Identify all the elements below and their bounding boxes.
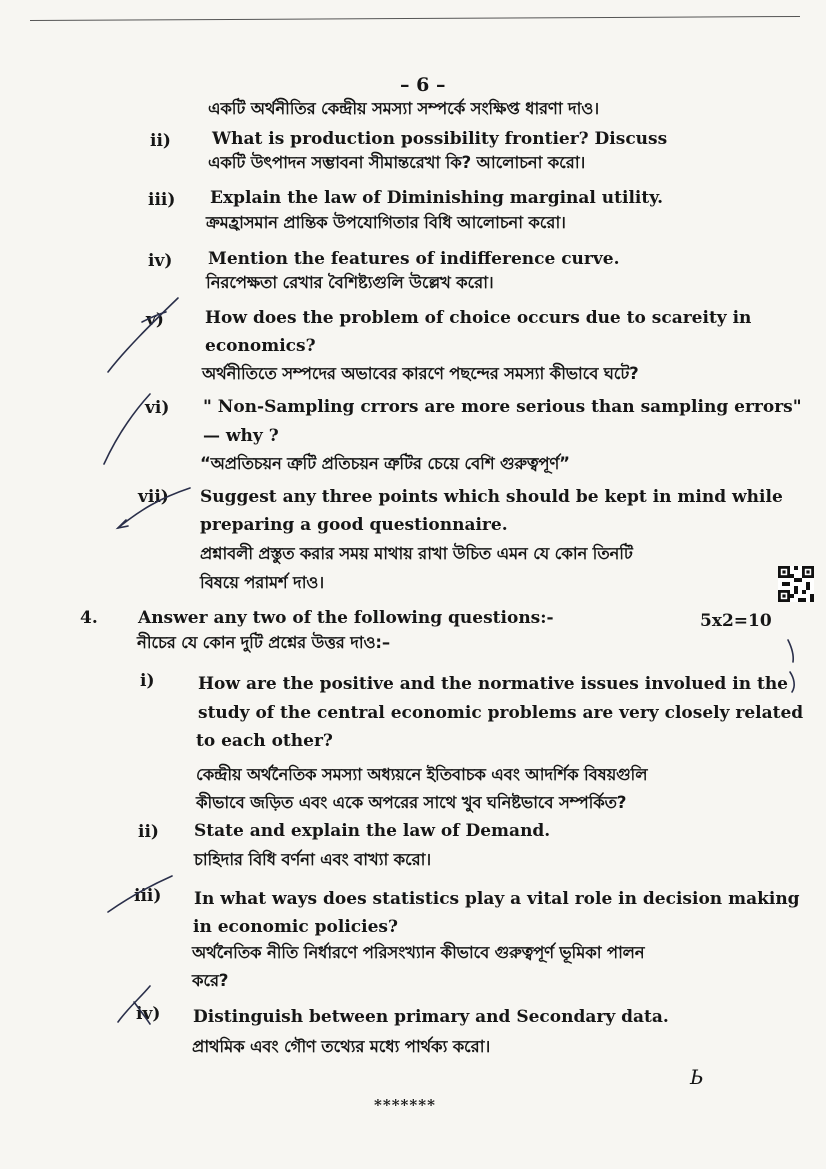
q4-iv-number: iv) bbox=[136, 1004, 161, 1024]
q3-vi-number: vi) bbox=[145, 398, 170, 418]
q3-iv-english: Mention the features of indifference curve. bbox=[208, 249, 620, 269]
page-number: – 6 – bbox=[400, 74, 446, 96]
q4-heading-english: Answer any two of the following questions:- bbox=[138, 608, 554, 628]
q3-iv-bengali: নিরপেক্ষতা রেখার বৈশিষ্ট্যগুলি উল্লেখ করো। bbox=[206, 273, 494, 292]
q3-v-number: v) bbox=[146, 310, 164, 330]
q4-heading-bengali: নীচের যে কোন দুটি প্রশ্নের উত্তর দাও:– bbox=[137, 633, 390, 652]
q3-v-bengali: অর্থনীতিতে সম্পদের অভাবের কারণে পছন্দের সমস্যা কীভাবে ঘটে? bbox=[202, 364, 639, 383]
q3-v-english-2: economics? bbox=[205, 336, 316, 356]
q4-iv-bengali: প্রাথমিক এবং গৌণ তথ্যের মধ্যে পার্থক্য করো। bbox=[192, 1037, 491, 1056]
q3-ii-english: What is production possibility frontier? Discuss bbox=[212, 129, 668, 149]
q3-vii-english-2: preparing a good questionnaire. bbox=[200, 515, 508, 535]
q3-vii-bengali-1: প্রশ্নাবলী প্রস্তুত করার সময় মাথায় রাখা উচিত এমন যে কোন তিনটি bbox=[200, 544, 633, 563]
q3-vii-english-1: Suggest any three points which should be kept in mind while bbox=[200, 487, 783, 507]
q4-marks: 5x2=10 bbox=[700, 611, 772, 631]
q4-i-english-3: to each other? bbox=[196, 731, 333, 751]
q4-i-number: i) bbox=[140, 671, 155, 691]
q3-iii-english: Explain the law of Diminishing marginal utility. bbox=[210, 188, 664, 208]
q4-iii-bengali-1: অর্থনৈতিক নীতি নির্ধারণে পরিসংখ্যান কীভাবে গুরুত্বপূর্ণ ভূমিকা পালন bbox=[192, 943, 645, 962]
end-of-paper-stars: ******* bbox=[374, 1096, 436, 1114]
q3-iii-bengali: ক্রমহ্রাসমান প্রান্তিক উপযোগিতার বিধি আলোচনা করো। bbox=[206, 213, 566, 232]
q3-i-bengali: একটি অর্থনীতির কেন্দ্রীয় সমস্যা সম্পর্কে সংক্ষিপ্ত ধারণা দাও। bbox=[208, 99, 599, 118]
q4-ii-number: ii) bbox=[138, 822, 159, 842]
qr-code-icon bbox=[778, 566, 814, 602]
q3-vii-bengali-2: বিষয়ে পরামর্শ দাও। bbox=[200, 573, 324, 592]
q4-iii-number: iii) bbox=[134, 886, 162, 906]
q4-i-bengali-1: কেন্দ্রীয় অর্থনৈতিক সমস্যা অধ্যয়নে ইতিবাচক এবং আদর্শিক বিষয়গুলি bbox=[196, 765, 648, 784]
q4-iv-english: Distinguish between primary and Secondary data. bbox=[193, 1007, 669, 1027]
q3-iii-number: iii) bbox=[148, 190, 176, 210]
q3-vi-english-2: — why ? bbox=[203, 426, 279, 446]
q3-vi-english-1: " Non-Sampling crrors are more serious than sampling errors" bbox=[203, 397, 802, 417]
q3-ii-number: ii) bbox=[150, 131, 171, 151]
q4-iii-bengali-2: করে? bbox=[192, 971, 229, 990]
q4-i-english-2: study of the central economic problems are very closely related bbox=[198, 703, 804, 723]
q3-vi-bengali: “অপ্রতিচয়ন ত্রুটি প্রতিচয়ন ত্রুটির চেয়ে বেশি গুরুত্বপূর্ণ” bbox=[200, 454, 570, 473]
q4-number: 4. bbox=[80, 608, 98, 628]
q3-v-english-1: How does the problem of choice occurs due to scareity in bbox=[205, 308, 752, 328]
q4-ii-english: State and explain the law of Demand. bbox=[194, 821, 551, 841]
q3-iv-number: iv) bbox=[148, 251, 173, 271]
q4-iii-english-1: In what ways does statistics play a vital role in decision making bbox=[194, 889, 800, 909]
q4-ii-bengali: চাহিদার বিধি বর্ণনা এবং বাখ্যা করো। bbox=[194, 850, 431, 869]
q4-i-bengali-2: কীভাবে জড়িত এবং একে অপরের সাথে খুব ঘনিষ্টভাবে সম্পর্কিত? bbox=[196, 793, 627, 812]
q3-ii-bengali: একটি উৎপাদন সম্ভাবনা সীমান্তরেখা কি? আলোচনা করো। bbox=[208, 153, 586, 172]
q3-vii-number: vii) bbox=[138, 487, 169, 507]
top-border-rule bbox=[30, 16, 800, 21]
margin-handwritten-note: Ь bbox=[690, 1065, 704, 1089]
q4-iii-english-2: in economic policies? bbox=[193, 917, 398, 937]
q4-i-english-1: How are the positive and the normative issues involued in the bbox=[198, 674, 788, 694]
